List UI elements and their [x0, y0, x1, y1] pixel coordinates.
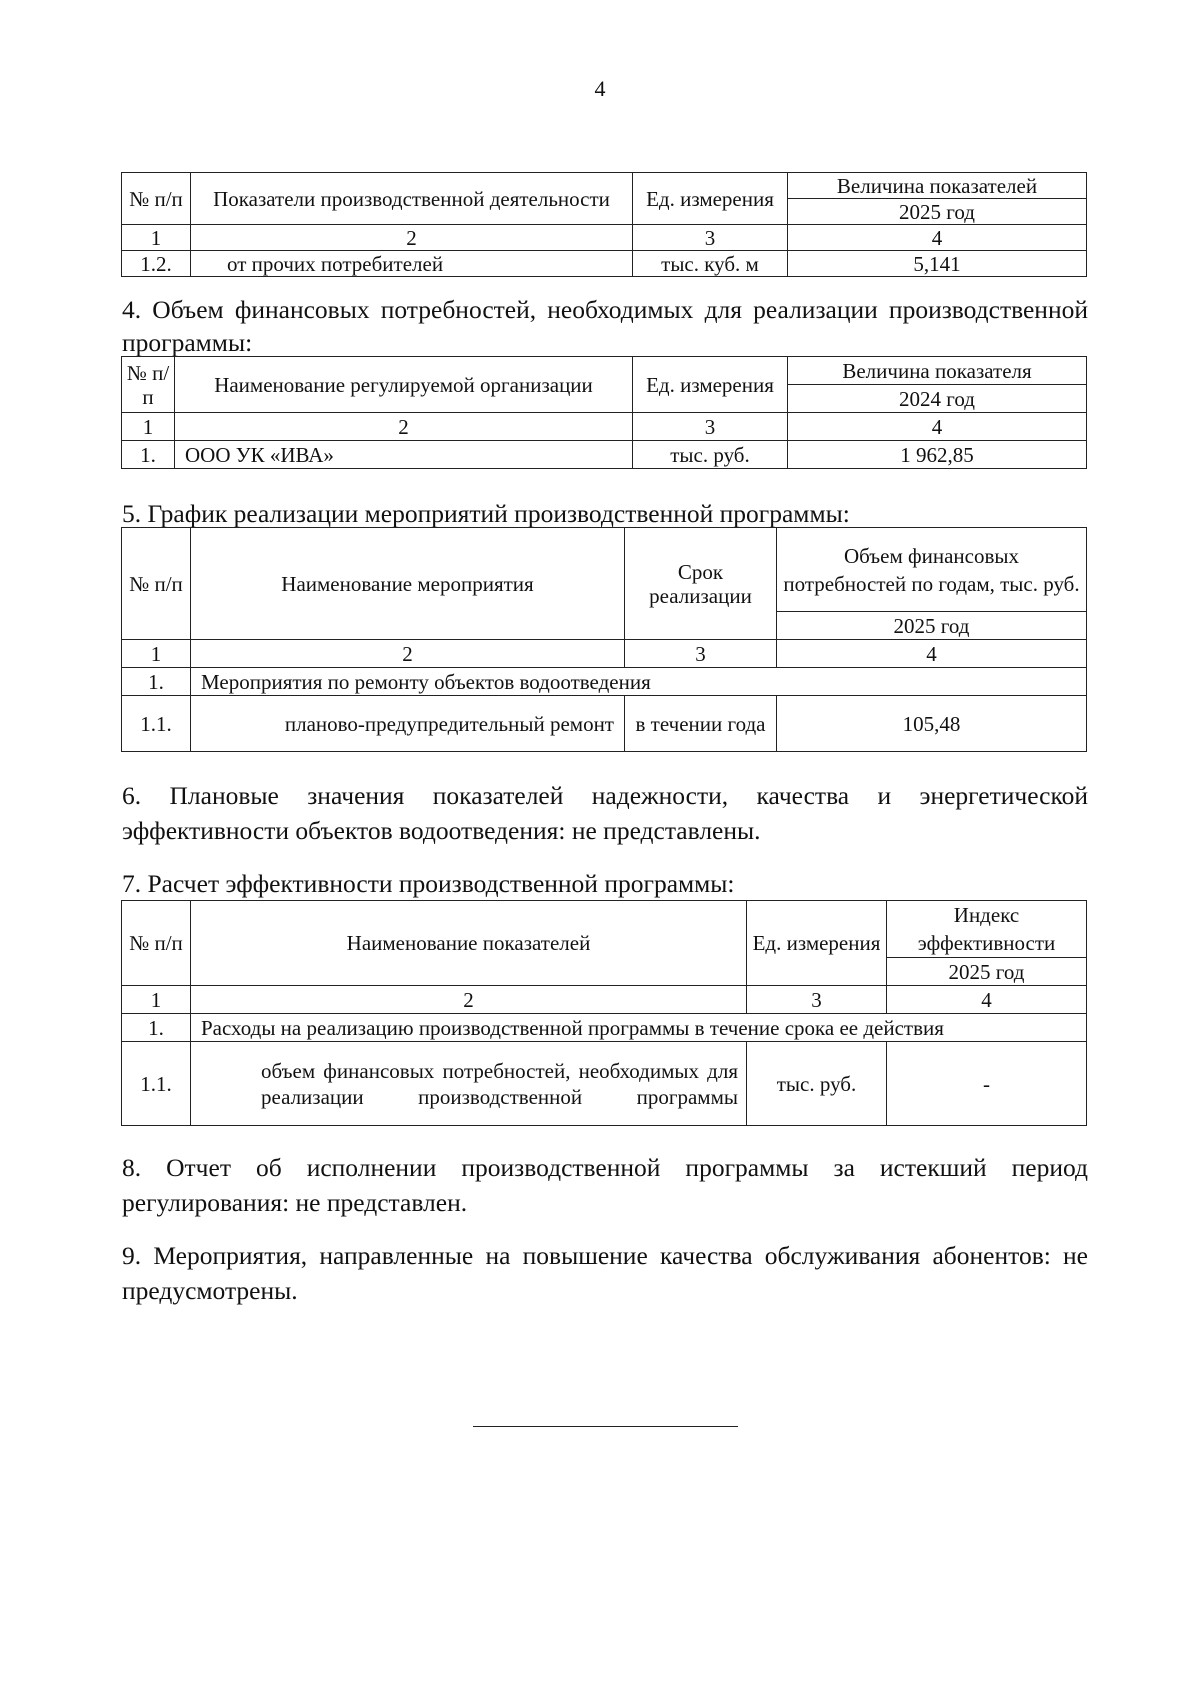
col-value-header: Величина показателей	[788, 173, 1087, 199]
table-row	[122, 1042, 1087, 1126]
index-cell: 2	[191, 225, 633, 251]
col-value-header: Объем финансовых потребностей по годам, тыс. руб.	[777, 528, 1087, 612]
col-num-header: № п/п	[122, 901, 191, 986]
row-value: -	[887, 1042, 1087, 1126]
section-4-title: 4. Объем финансовых потребностей, необходимых для реализации производственной программы:	[122, 295, 1088, 357]
col-name-header: Наименование регулируемой организации	[175, 357, 633, 413]
index-cell: 2	[191, 640, 625, 668]
table-row	[122, 441, 1087, 469]
row-name: объем финансовых потребностей, необходимых для реализации производственной программы	[191, 1042, 747, 1126]
group-num: 1.	[122, 1014, 191, 1042]
index-cell: 4	[887, 986, 1087, 1014]
group-name: Расходы на реализацию производственной программы в течение срока ее действия	[191, 1014, 1087, 1042]
page-number: 4	[594, 76, 606, 101]
col-unit-header: Ед. измерения	[633, 173, 788, 225]
table-group-row	[122, 668, 1087, 696]
schedule-table	[121, 527, 1087, 752]
index-cell: 2	[175, 413, 633, 441]
section-6-text: 6. Плановые значения показателей надежности, качества и энергетической эффективности объектов водоотведения: не представлены.	[122, 781, 1088, 845]
financial-needs-table	[121, 356, 1087, 469]
index-cell: 1	[122, 225, 191, 251]
row-num: 1.	[122, 441, 175, 469]
group-num: 1.	[122, 668, 191, 696]
section-8-text: 8. Отчет об исполнении производственной программы за истекший период регулирования: не представлен.	[122, 1153, 1088, 1217]
col-num-header: № п/п	[122, 357, 175, 413]
index-cell: 1	[122, 640, 191, 668]
table-row	[122, 696, 1087, 752]
section-9-text: 9. Мероприятия, направленные на повышение качества обслуживания абонентов: не предусмотрены.	[122, 1241, 1088, 1305]
row-name: ООО УК «ИВА»	[175, 441, 633, 469]
col-year-header: 2025 год	[777, 612, 1087, 640]
section-5-title: 5. График реализации мероприятий производственной программы:	[122, 499, 850, 528]
index-cell: 4	[777, 640, 1087, 668]
row-num: 1.1.	[122, 696, 191, 752]
table-row	[122, 251, 1087, 277]
col-term-header: Срок реализации	[625, 528, 777, 640]
row-unit: тыс. руб.	[747, 1042, 887, 1126]
index-cell: 4	[788, 413, 1087, 441]
row-value: 105,48	[777, 696, 1087, 752]
col-unit-header: Ед. измерения	[747, 901, 887, 986]
col-value-header: Индекс эффективности	[887, 901, 1087, 958]
section-7-title: 7. Расчет эффективности производственной программы:	[122, 869, 735, 898]
index-cell: 3	[625, 640, 777, 668]
index-cell: 3	[633, 225, 788, 251]
col-year-header: 2025 год	[788, 199, 1087, 225]
index-cell: 1	[122, 413, 175, 441]
row-name: от прочих потребителей	[191, 251, 633, 277]
index-cell: 1	[122, 986, 191, 1014]
col-num-header: № п/п	[122, 173, 191, 225]
row-name: планово-предупредительный ремонт	[191, 696, 625, 752]
col-num-header: № п/п	[122, 528, 191, 640]
closing-divider	[473, 1426, 738, 1427]
production-indicators-table	[121, 172, 1087, 277]
row-term: в течении года	[625, 696, 777, 752]
row-value: 5,141	[788, 251, 1087, 277]
index-cell: 4	[788, 225, 1087, 251]
row-value: 1 962,85	[788, 441, 1087, 469]
col-year-header: 2024 год	[788, 385, 1087, 413]
col-unit-header: Ед. измерения	[633, 357, 788, 413]
efficiency-table	[121, 900, 1087, 1126]
col-value-header: Величина показателя	[788, 357, 1087, 385]
table-group-row	[122, 1014, 1087, 1042]
col-name-header: Показатели производственной деятельности	[191, 173, 633, 225]
index-cell: 3	[747, 986, 887, 1014]
index-cell: 3	[633, 413, 788, 441]
group-name: Мероприятия по ремонту объектов водоотведения	[191, 668, 1087, 696]
index-cell: 2	[191, 986, 747, 1014]
row-num: 1.2.	[122, 251, 191, 277]
col-name-header: Наименование показателей	[191, 901, 747, 986]
col-name-header: Наименование мероприятия	[191, 528, 625, 640]
row-unit: тыс. руб.	[633, 441, 788, 469]
row-num: 1.1.	[122, 1042, 191, 1126]
col-year-header: 2025 год	[887, 958, 1087, 986]
row-unit: тыс. куб. м	[633, 251, 788, 277]
